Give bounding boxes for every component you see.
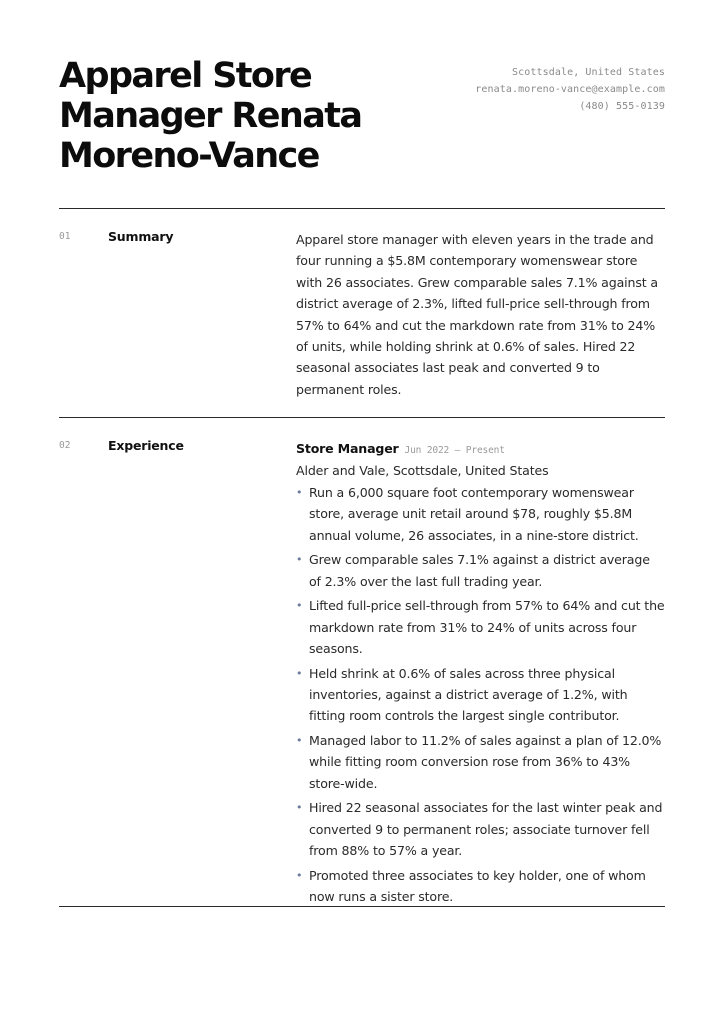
job-entry <box>296 438 665 911</box>
job-bullets <box>296 482 665 908</box>
job-dates: Jun 2022 — Present <box>404 445 505 456</box>
page-title: Apparel Store Manager Renata Moreno-Vance <box>59 56 362 176</box>
section-number: 02 <box>59 440 71 451</box>
contact-block <box>475 64 665 115</box>
list-item: • Lifted full-price sell-through from 57% to 64% and cut the markdown rate from 31% to 24% of units across four seasons. <box>296 595 665 659</box>
contact-phone[interactable]: (480) 555-0139 <box>579 101 665 112</box>
bullet-icon: • <box>296 485 303 499</box>
bullet-icon: • <box>296 801 303 815</box>
section-title: Summary <box>108 229 174 244</box>
section-title: Experience <box>108 438 184 453</box>
contact-email[interactable]: renata.moreno-vance@example.com <box>475 84 665 95</box>
bullet-icon: • <box>296 666 303 680</box>
job-title: Store Manager <box>296 441 399 456</box>
list-item: • Held shrink at 0.6% of sales across three physical inventories, against a district average of 1.2%, with fitting room controls the largest single contributor. <box>296 663 665 727</box>
job-header <box>296 438 665 461</box>
list-item: • Promoted three associates to key holder, one of whom now runs a sister store. <box>296 865 665 908</box>
bullet-icon: • <box>296 599 303 613</box>
summary-text: Apparel store manager with eleven years in the trade and four running a $5.8M contemporary womenswear store with 26 associates. Grew comparable sales 7.1% against a district average of 2.3%, lifted full-price sell-through from 57% to 64% and cut the markdown rate from 31% to 24% of units, while holding shrink at 0.6% of sales. Hired 22 seasonal associates last peak and converted 9 to permanent roles. <box>296 232 658 397</box>
list-item: • Hired 22 seasonal associates for the last winter peak and converted 9 to permanent roles; associate turnover fell from 88% to 57% a year. <box>296 797 665 861</box>
divider <box>59 417 665 418</box>
bullet-icon: • <box>296 734 303 748</box>
list-item: • Run a 6,000 square foot contemporary womenswear store, average unit retail around $78, roughly $5.8M annual volume, 26 associates, in a nine-store district. <box>296 482 665 546</box>
list-item: • Managed labor to 11.2% of sales against a plan of 12.0% while fitting room conversion rose from 36% to 43% store-wide. <box>296 730 665 794</box>
section-number: 01 <box>59 231 71 242</box>
bullet-icon: • <box>296 553 303 567</box>
list-item: • Grew comparable sales 7.1% against a district average of 2.3% over the last full trading year. <box>296 549 665 592</box>
divider <box>59 906 665 907</box>
divider <box>59 208 665 209</box>
resume-header <box>59 56 665 186</box>
bullet-icon: • <box>296 868 303 882</box>
job-company: Alder and Vale, Scottsdale, United States <box>296 463 549 479</box>
contact-location: Scottsdale, United States <box>511 67 665 78</box>
